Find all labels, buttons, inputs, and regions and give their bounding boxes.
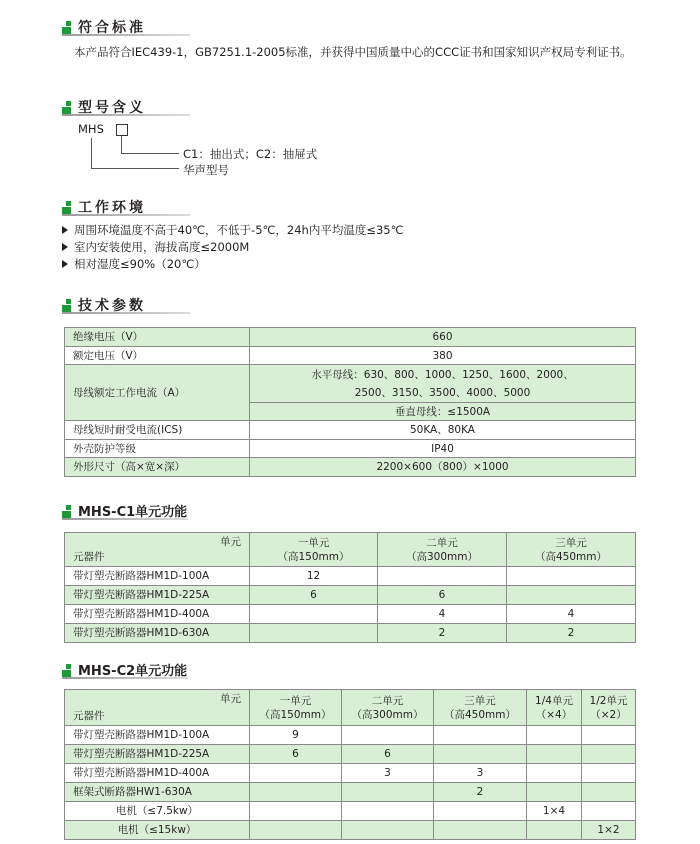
table-cell: 带灯塑壳断路器HM1D-100A [65, 567, 250, 586]
standard-text: 本产品符合IEC439-1，GB7251.1-2005标准，并获得中国质量中心的CCC证书和国家知识产权局专利证书。 [74, 45, 632, 59]
table-row [65, 421, 636, 440]
table-row [65, 726, 636, 745]
table-cell [582, 802, 636, 821]
section-title: 技术参数 [78, 298, 146, 314]
table-row [65, 328, 636, 347]
table-cell: 6 [378, 586, 507, 605]
table-cell [378, 567, 507, 586]
table-cell [507, 567, 636, 586]
table-cell [434, 745, 527, 764]
bullet-triangle-icon [62, 243, 68, 251]
model-c-label: C1：抽出式；C2：抽屉式 [183, 147, 318, 161]
table-cell: 2 [378, 624, 507, 643]
c1-table [64, 532, 636, 643]
table-row [65, 783, 636, 802]
table-cell [434, 726, 527, 745]
table-row [65, 567, 636, 586]
table-cell: IP40 [250, 440, 636, 458]
component-label: 元器件 [73, 551, 105, 563]
column-header: 一单元 （高150mm） [250, 533, 378, 567]
model-code: MHS [78, 122, 104, 136]
unit-label: 单元 [220, 536, 241, 548]
c2-table [64, 689, 636, 840]
table-cell [250, 624, 378, 643]
table-cell: 4 [378, 605, 507, 624]
table-cell: 2200×600（800）×1000 [250, 458, 636, 477]
table-cell: 6 [342, 745, 434, 764]
table-cell: 额定电压（V） [65, 347, 250, 365]
green-square-small-icon [66, 664, 71, 669]
column-header: 二单元 （高300mm） [378, 533, 507, 567]
table-cell: 带灯塑壳断路器HM1D-400A [65, 764, 250, 783]
table-cell [582, 745, 636, 764]
table-cell: 电机（≤7.5kw） [65, 802, 250, 821]
table-cell: 母线额定工作电流（A） [65, 365, 250, 421]
table-cell: 50KA、80KA [250, 421, 636, 440]
table-cell [250, 605, 378, 624]
component-label: 元器件 [73, 710, 105, 722]
table-cell: 380 [250, 347, 636, 365]
table-cell [342, 802, 434, 821]
env-list [62, 222, 404, 273]
table-cell: 4 [507, 605, 636, 624]
table-cell [527, 745, 582, 764]
table-cell: 外形尺寸（高×宽×深） [65, 458, 250, 477]
table-cell [434, 821, 527, 840]
green-square-small-icon [66, 505, 71, 510]
table-cell [250, 764, 342, 783]
table-cell: 2 [434, 783, 527, 802]
table-header-row [65, 533, 636, 567]
leader-line [91, 138, 92, 168]
table-row [65, 440, 636, 458]
table-cell: 带灯塑壳断路器HM1D-630A [65, 624, 250, 643]
green-square-small-icon [66, 101, 71, 106]
unit-label: 单元 [220, 693, 241, 705]
table-cell: 6 [250, 586, 378, 605]
table-cell: 1×4 [527, 802, 582, 821]
model-brand-label: 华声型号 [183, 163, 229, 177]
table-cell: 9 [250, 726, 342, 745]
table-cell: 电机（≤15kw） [65, 821, 250, 840]
table-cell [250, 821, 342, 840]
table-cell: 3 [434, 764, 527, 783]
section-title: MHS-C2单元功能 [78, 664, 188, 679]
section-title: MHS-C1单元功能 [78, 505, 188, 520]
env-item: 相对湿度≤90%（20℃） [62, 256, 404, 273]
leader-line [121, 136, 122, 153]
table-cell: 水平母线：630、800、1000、1250、1600、2000、 2500、3150、3500、4000、5000 [250, 365, 636, 403]
column-header: 三单元 （高450mm） [434, 690, 527, 726]
leader-line [121, 153, 179, 154]
env-item: 周围环境温度不高于40℃，不低于-5℃，24h内平均温度≤35℃ [62, 222, 404, 239]
green-square-small-icon [66, 201, 71, 206]
table-row [65, 764, 636, 783]
table-row [65, 605, 636, 624]
table-cell: 3 [342, 764, 434, 783]
leader-line [91, 168, 179, 169]
table-cell: 1×2 [582, 821, 636, 840]
table-cell [507, 586, 636, 605]
table-cell [582, 726, 636, 745]
table-cell [527, 821, 582, 840]
table-row [65, 365, 636, 403]
table-cell: 外壳防护等级 [65, 440, 250, 458]
table-row [65, 802, 636, 821]
table-cell [527, 783, 582, 802]
corner-header-cell [65, 533, 250, 567]
bullet-triangle-icon [62, 226, 68, 234]
table-cell [527, 726, 582, 745]
table-cell [434, 802, 527, 821]
table-row [65, 624, 636, 643]
table-cell: 带灯塑壳断路器HM1D-225A [65, 745, 250, 764]
section-title: 工作环境 [78, 200, 146, 216]
table-cell [250, 783, 342, 802]
table-cell [342, 783, 434, 802]
table-cell [342, 821, 434, 840]
tech-table [64, 327, 636, 477]
section-title: 型号含义 [78, 100, 146, 116]
model-box [116, 124, 128, 136]
table-cell [250, 802, 342, 821]
corner-header-cell [65, 690, 250, 726]
column-header: 一单元 （高150mm） [250, 690, 342, 726]
bullet-triangle-icon [62, 260, 68, 268]
column-header: 1/4单元 （×4） [527, 690, 582, 726]
table-cell: 带灯塑壳断路器HM1D-100A [65, 726, 250, 745]
table-cell: 2 [507, 624, 636, 643]
table-cell: 框架式断路器HW1-630A [65, 783, 250, 802]
column-header: 三单元 （高450mm） [507, 533, 636, 567]
table-cell [582, 764, 636, 783]
table-cell: 660 [250, 328, 636, 347]
green-square-small-icon [66, 299, 71, 304]
table-cell [527, 764, 582, 783]
column-header: 二单元 （高300mm） [342, 690, 434, 726]
table-cell: 带灯塑壳断路器HM1D-225A [65, 586, 250, 605]
table-cell: 6 [250, 745, 342, 764]
table-cell: 绝缘电压（V） [65, 328, 250, 347]
green-square-small-icon [66, 21, 71, 26]
table-row [65, 458, 636, 477]
table-cell: 垂直母线：≤1500A [250, 403, 636, 421]
section-title: 符合标准 [78, 20, 146, 36]
table-cell: 母线短时耐受电流(ICS) [65, 421, 250, 440]
table-row [65, 745, 636, 764]
table-header-row [65, 690, 636, 726]
table-cell [342, 726, 434, 745]
table-row [65, 586, 636, 605]
table-cell: 12 [250, 567, 378, 586]
table-cell: 带灯塑壳断路器HM1D-400A [65, 605, 250, 624]
table-cell [582, 783, 636, 802]
env-item: 室内安装使用，海拔高度≤2000M [62, 239, 404, 256]
table-row [65, 821, 636, 840]
table-row [65, 347, 636, 365]
column-header: 1/2单元 （×2） [582, 690, 636, 726]
